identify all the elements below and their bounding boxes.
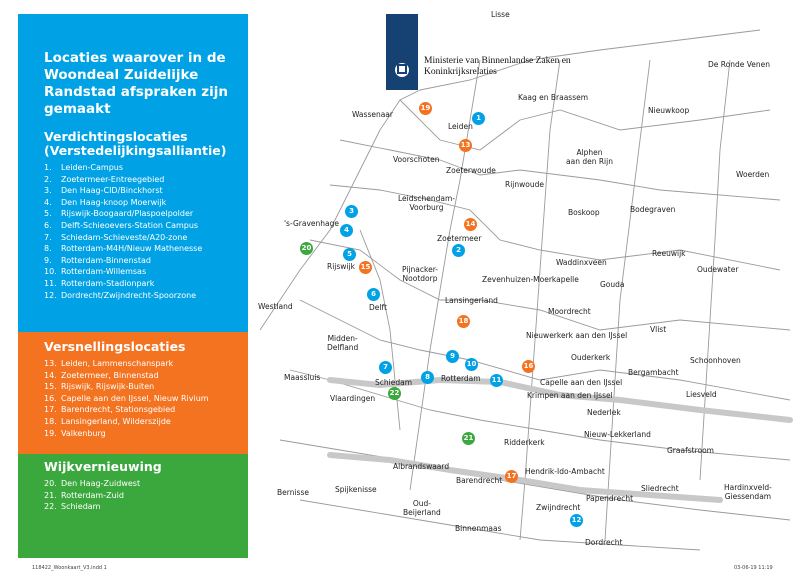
legend-item	[44, 381, 236, 393]
location-marker: 4	[340, 224, 353, 237]
legend-item-label: Schiedam	[61, 502, 101, 512]
legend-item-label: Rijswijk, Rijswijk-Buiten	[61, 382, 155, 392]
place-label: Midden- Delfland	[327, 334, 359, 352]
legend-item	[44, 490, 236, 502]
legend-item-label: Zoetermeer-Entreegebied	[61, 174, 165, 184]
place-label: Kaag en Braassem	[518, 93, 589, 102]
legend-item-number: 16.	[44, 393, 57, 403]
location-marker: 10	[465, 358, 478, 371]
location-marker: 3	[345, 205, 358, 218]
legend-item	[44, 208, 236, 220]
place-label: Albrandswaard	[393, 462, 450, 471]
place-label: Lisse	[491, 10, 510, 19]
place-label: Westland	[258, 302, 293, 311]
legend-item	[44, 174, 236, 186]
location-marker: 11	[490, 374, 503, 387]
legend-item-label: Valkenburg	[61, 428, 106, 438]
verdichting-list	[44, 162, 236, 301]
place-label: Woerden	[736, 170, 770, 179]
legend-item-number: 15.	[44, 382, 57, 392]
legend-item	[44, 428, 236, 440]
legend-item-label: Rotterdam-Stadionpark	[61, 278, 155, 288]
place-label: Maassluis	[284, 373, 321, 382]
place-label: Barendrecht	[456, 476, 503, 485]
place-label: Gouda	[600, 280, 625, 289]
legend-item	[44, 370, 236, 382]
place-label: Hardinxveld- Giessendam	[724, 483, 772, 501]
legend-item-number: 18.	[44, 416, 57, 426]
legend-item-label: Leiden, Lammenschanspark	[61, 359, 174, 368]
place-label: Waddinxveen	[556, 258, 607, 267]
place-label: Bergambacht	[628, 368, 679, 377]
legend-item-label: Den Haag-Zuidwest	[61, 479, 141, 488]
location-marker: 1	[472, 112, 485, 125]
legend-item-number: 7.	[44, 232, 52, 242]
place-label: Papendrecht	[586, 494, 634, 503]
footer-file: 118422_Woonkaart_V3.indd 1	[32, 565, 107, 571]
place-label: Oudewater	[697, 265, 739, 274]
legend-item-number: 21.	[44, 490, 57, 500]
place-label: Voorschoten	[393, 155, 440, 164]
place-label: Zwijndrecht	[536, 503, 581, 512]
wijk-title: Wijkvernieuwing	[44, 459, 162, 474]
place-label: Alphen aan den Rijn	[566, 148, 613, 166]
location-marker: 16	[522, 360, 535, 373]
place-label: Nieuwkoop	[648, 106, 690, 115]
place-label: Zoeterwoude	[446, 166, 496, 175]
legend-item-label: Rotterdam-Zuid	[61, 490, 124, 500]
place-label: Moordrecht	[548, 307, 591, 316]
legend-item-number: 3.	[44, 186, 52, 196]
versnelling-title: Versnellingslocaties	[44, 339, 186, 354]
place-label: Reeuwijk	[652, 249, 686, 258]
legend-item	[44, 162, 236, 174]
place-label: Graafstroom	[667, 446, 714, 455]
coat-of-arms-icon	[386, 14, 418, 90]
location-marker: 9	[446, 350, 459, 363]
legend-item	[44, 197, 236, 209]
place-label: Schoonhoven	[690, 356, 741, 365]
verdichting-title: Verdichtingslocaties (Verstedelijkingsalliantie)	[44, 129, 227, 158]
government-logo	[386, 14, 418, 90]
location-marker: 13	[459, 139, 472, 152]
legend-item	[44, 185, 236, 197]
location-marker: 14	[464, 218, 477, 231]
legend-item	[44, 290, 236, 302]
legend-item-number: 6.	[44, 220, 52, 230]
location-marker: 18	[457, 315, 470, 328]
place-label: Schiedam	[375, 378, 412, 387]
legend-item-label: Den Haag-knoop Moerwijk	[61, 197, 167, 207]
legend-item-number: 11.	[44, 278, 57, 288]
versnelling-panel	[18, 332, 248, 454]
place-label: Sliedrecht	[641, 484, 679, 493]
legend-item-number: 8.	[44, 244, 52, 254]
place-label: Rotterdam	[441, 374, 481, 383]
place-label: Ridderkerk	[504, 438, 545, 447]
legend-item-label: Zoetermeer, Binnenstad	[61, 370, 159, 380]
legend-title: Locaties waarover in de Woondeal Zuidelijke Randstad afspraken zijn gemaakt	[44, 50, 228, 117]
place-label: Zoetermeer	[437, 234, 482, 243]
place-label: Liesveld	[686, 390, 717, 399]
legend-item-label: Rotterdam-Willemsas	[61, 267, 147, 277]
legend-item	[44, 358, 236, 370]
place-label: Nieuwerkerk aan den IJssel	[526, 331, 628, 340]
place-label: De Ronde Venen	[708, 60, 771, 69]
legend-item-number: 13.	[44, 359, 57, 368]
legend-item-number: 17.	[44, 405, 57, 415]
place-label: Rijnwoude	[505, 180, 544, 189]
legend-item-number: 1.	[44, 163, 52, 172]
location-marker: 8	[421, 371, 434, 384]
place-label: Nieuw-Lekkerland	[584, 430, 651, 439]
legend-item	[44, 416, 236, 428]
place-label: 's-Gravenhage	[284, 219, 339, 228]
location-marker: 6	[367, 288, 380, 301]
legend-item-number: 2.	[44, 174, 52, 184]
legend-item-number: 14.	[44, 370, 57, 380]
location-marker: 20	[300, 242, 313, 255]
location-marker: 15	[359, 261, 372, 274]
footer-date: 03-06-19 11:19	[734, 565, 773, 571]
legend-item-number: 20.	[44, 479, 57, 488]
legend-item-number: 19.	[44, 428, 57, 438]
place-label: Leidschendam- Voorburg	[398, 194, 456, 212]
legend-item-number: 22.	[44, 502, 57, 512]
place-label: Nederlek	[587, 408, 621, 417]
place-label: Delft	[369, 303, 387, 312]
legend-item-label: Barendrecht, Stationsgebied	[61, 405, 176, 415]
legend-item-label: Schiedam-Schieveste/A20-zone	[61, 232, 188, 242]
wijk-panel	[18, 454, 248, 558]
place-label: Capelle aan den IJssel	[540, 378, 623, 387]
legend-item	[44, 501, 236, 513]
legend-item-label: Rotterdam-Binnenstad	[61, 255, 151, 265]
place-label: Lansingerland	[445, 296, 498, 305]
location-marker: 12	[570, 514, 583, 527]
legend-item-label: Leiden-Campus	[61, 163, 124, 172]
place-label: Pijnacker- Nootdorp	[402, 265, 438, 283]
location-marker: 2	[452, 244, 465, 257]
legend-item-label: Lansingerland, Wilderszijde	[61, 416, 171, 426]
legend-item-label: Capelle aan den IJssel, Nieuw Rivium	[61, 393, 209, 403]
place-label: Krimpen aan den IJssel	[527, 391, 613, 400]
location-marker: 7	[379, 361, 392, 374]
ministry-name: Ministerie van Binnenlandse Zaken en Koninkrijksrelaties	[424, 56, 571, 77]
legend-item	[44, 243, 236, 255]
location-marker: 22	[388, 387, 401, 400]
location-marker: 17	[505, 470, 518, 483]
legend-item	[44, 266, 236, 278]
place-label: Binnenmaas	[455, 524, 502, 533]
legend-item	[44, 478, 236, 490]
legend-item-number: 10.	[44, 267, 57, 277]
place-label: Zevenhuizen-Moerkapelle	[482, 275, 579, 284]
legend-item-label: Rijswijk-Boogaard/Plaspoelpolder	[61, 209, 194, 219]
place-label: Bernisse	[277, 488, 309, 497]
legend-item	[44, 232, 236, 244]
place-label: Oud- Beijerland	[403, 499, 441, 517]
verdichting-panel	[18, 14, 248, 332]
place-label: Hendrik-Ido-Ambacht	[525, 467, 605, 476]
place-label: Rijswijk	[327, 262, 355, 271]
location-marker: 5	[343, 248, 356, 261]
place-label: Bodegraven	[630, 205, 676, 214]
legend-item	[44, 278, 236, 290]
legend-item-number: 9.	[44, 255, 52, 265]
legend-item	[44, 255, 236, 267]
place-label: Leiden	[448, 122, 473, 131]
place-label: Vlist	[650, 325, 667, 334]
place-label: Ouderkerk	[571, 353, 611, 362]
legend-item-label: Rotterdam-M4H/Nieuw Mathenesse	[61, 244, 203, 254]
versnelling-list	[44, 358, 236, 439]
place-label: Boskoop	[568, 208, 600, 217]
legend-item	[44, 393, 236, 405]
location-marker: 19	[419, 102, 432, 115]
legend-item-label: Den Haag-CID/Binckhorst	[61, 186, 163, 196]
legend-item-number: 4.	[44, 197, 52, 207]
legend-item-number: 12.	[44, 290, 57, 300]
place-label: Wassenaar	[352, 110, 393, 119]
legend-item	[44, 404, 236, 416]
legend-item-number: 5.	[44, 209, 52, 219]
legend-item	[44, 220, 236, 232]
place-label: Vlaardingen	[330, 394, 376, 403]
location-marker: 21	[462, 432, 475, 445]
legend-item-label: Delft-Schieoevers-Station Campus	[61, 220, 199, 230]
wijk-list	[44, 478, 236, 513]
legend-item-label: Dordrecht/Zwijndrecht-Spoorzone	[61, 290, 197, 300]
place-label: Dordrecht	[585, 538, 623, 547]
place-label: Spijkenisse	[335, 485, 377, 494]
